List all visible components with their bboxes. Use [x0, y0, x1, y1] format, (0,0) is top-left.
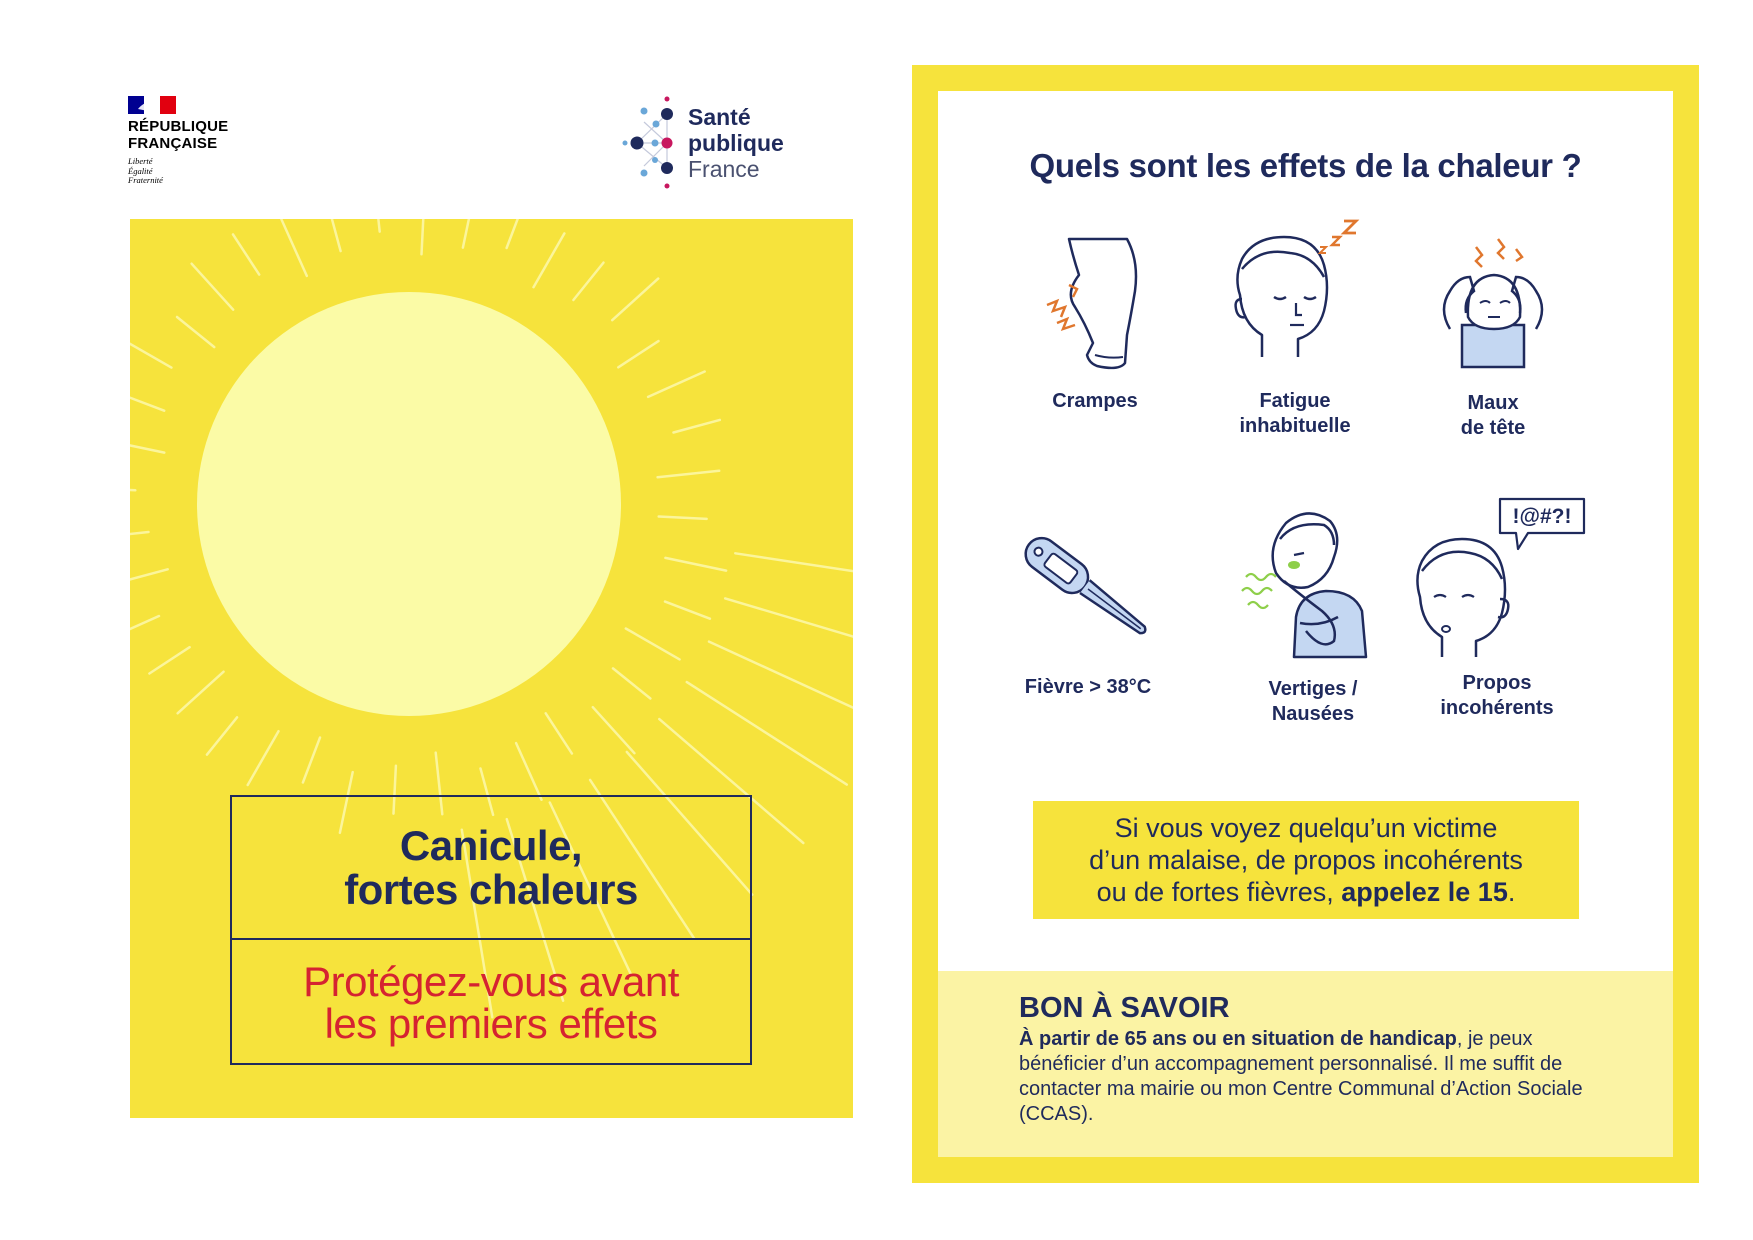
alert-line: d’un malaise, de propos incohérents: [1089, 845, 1523, 875]
sun-ray: [516, 743, 541, 800]
effect-label: [988, 675, 1188, 700]
spf-network-icon: [622, 94, 688, 194]
effect-label-line: Fatigue: [1259, 390, 1331, 412]
spf-wordmark-line: Santé: [688, 104, 751, 130]
sun-ray: [130, 488, 135, 490]
poster-title-line: fortes chaleurs: [344, 865, 638, 913]
sun-ray: [303, 738, 320, 783]
sun-ray: [281, 219, 306, 276]
tired-face-icon: [1220, 207, 1370, 381]
poster-subtitle: [303, 957, 679, 1047]
republique-francaise-logo: [128, 96, 258, 186]
spf-wordmark-line: France: [688, 156, 760, 182]
effect-label-line: Maux: [1467, 392, 1519, 414]
sun-ray: [130, 532, 149, 539]
effects-title: Quels sont les effets de la chaleur ?: [1029, 147, 1582, 184]
sun-ray: [648, 372, 705, 397]
sun-ray: [618, 341, 658, 367]
sun-ray: [130, 569, 168, 582]
effect-label: [1195, 389, 1395, 439]
sun-disc: [197, 292, 621, 716]
motto-line: Fraternité: [128, 175, 163, 185]
poster-title-area: [232, 797, 750, 940]
sun-ray: [130, 394, 164, 411]
sun-ray: [373, 219, 380, 232]
effect-label-line: Nausées: [1271, 703, 1355, 725]
effect-item-headache: [1393, 217, 1593, 441]
good-to-know-title: BON À SAVOIR: [1019, 992, 1230, 1024]
spf-wordmark: [688, 104, 784, 182]
motto-line: Égalité: [128, 165, 153, 176]
effect-label: [1397, 671, 1597, 721]
effect-label-line: Fièvre > 38°C: [1024, 676, 1152, 698]
effects-card: [912, 65, 1699, 1183]
nausea-icon: [1238, 501, 1388, 661]
sun-ray: [130, 337, 171, 368]
good-to-know-text: [1019, 1027, 1619, 1127]
sun-ray: [687, 682, 847, 785]
call-15-text: appelez le 15: [1341, 877, 1508, 907]
sun-ray: [177, 317, 214, 347]
effect-label-line: Propos: [1462, 672, 1532, 694]
effect-item-cramps: [995, 231, 1195, 414]
sun-ray: [178, 672, 224, 714]
sante-publique-france-logo: [622, 94, 802, 194]
sun-ray: [665, 558, 726, 571]
alert-line: Si vous voyez quelqu’un victime: [1114, 813, 1498, 843]
sun-ray: [130, 440, 164, 453]
alert-line-end: .: [1507, 877, 1516, 907]
leg-cramp-icon: [1035, 231, 1155, 381]
sun-ray: [422, 219, 424, 254]
sun-ray: [593, 707, 635, 753]
good-to-know-bold: À partir de 65 ans ou en situation de handicap: [1019, 1028, 1457, 1050]
sun-ray: [725, 598, 853, 652]
effect-label-line: inhabituelle: [1239, 415, 1351, 437]
effect-label-line: Vertiges /: [1268, 678, 1358, 700]
effect-item-confusion: [1397, 491, 1597, 721]
poster-subtitle-line: Protégez-vous avant: [303, 957, 679, 1005]
speech-bubble-text: !@#?!: [1512, 505, 1572, 528]
sun-ray: [658, 471, 720, 478]
thermometer-icon: [1008, 519, 1168, 659]
motto-line: Liberté: [128, 156, 153, 166]
poster-subtitle-line: les premiers effets: [324, 999, 658, 1047]
poster-subtitle-area: [232, 940, 750, 1065]
effect-label-line: incohérents: [1440, 697, 1554, 719]
poster-panel: [130, 219, 853, 1118]
republique-name-line: FRANÇAISE: [128, 135, 218, 152]
sun-ray: [328, 219, 341, 251]
sun-ray: [674, 420, 720, 433]
effect-label: [1213, 677, 1413, 727]
sun-ray: [248, 731, 279, 785]
poster-title-box: [230, 795, 752, 1065]
headache-icon: [1428, 217, 1558, 381]
sun-ray: [573, 263, 603, 300]
good-to-know-body: , je peux bénéficier d’un accompagnement personnalisé. Il me suffit de contacter ma mairie ou mon Centre Communal d’Action Sociale (CCAS).: [1019, 1028, 1583, 1125]
sun-ray: [192, 264, 234, 310]
sun-ray: [613, 668, 650, 698]
effects-card-inner: [938, 91, 1673, 1157]
effect-label: [995, 389, 1195, 414]
sun-ray: [626, 629, 680, 660]
alert-line: [1033, 876, 1579, 908]
republique-name: [128, 118, 258, 152]
sun-ray: [507, 219, 524, 248]
sun-ray: [149, 647, 189, 673]
effect-item-nausea: [1213, 501, 1413, 727]
sun-ray: [463, 219, 476, 248]
poster-title: [344, 821, 638, 913]
poster-title-line: Canicule,: [399, 821, 583, 869]
republique-motto: [128, 157, 258, 186]
alert-line-text: ou de fortes fièvres,: [1096, 877, 1342, 907]
french-flag-icon: [128, 96, 176, 114]
effect-label-line: de tête: [1460, 417, 1526, 439]
sun-ray: [207, 717, 237, 754]
sun-ray: [659, 517, 707, 519]
confused-speech-icon: [1402, 491, 1592, 661]
effect-item-fever: [988, 519, 1188, 700]
sun-ray: [612, 279, 658, 321]
effect-label: [1393, 391, 1593, 441]
republique-name-line: RÉPUBLIQUE: [128, 118, 229, 135]
sun-ray: [233, 234, 259, 274]
sun-ray: [546, 713, 572, 753]
good-to-know-box: [938, 971, 1673, 1157]
sun-ray: [735, 553, 853, 581]
sun-ray: [130, 616, 159, 641]
sun-ray: [534, 233, 565, 287]
effect-item-fatigue: [1195, 207, 1395, 439]
spf-wordmark-line: publique: [688, 130, 784, 156]
sun-ray: [665, 602, 710, 619]
emergency-alert: [1033, 801, 1579, 919]
effect-label-line: Crampes: [1052, 390, 1138, 412]
